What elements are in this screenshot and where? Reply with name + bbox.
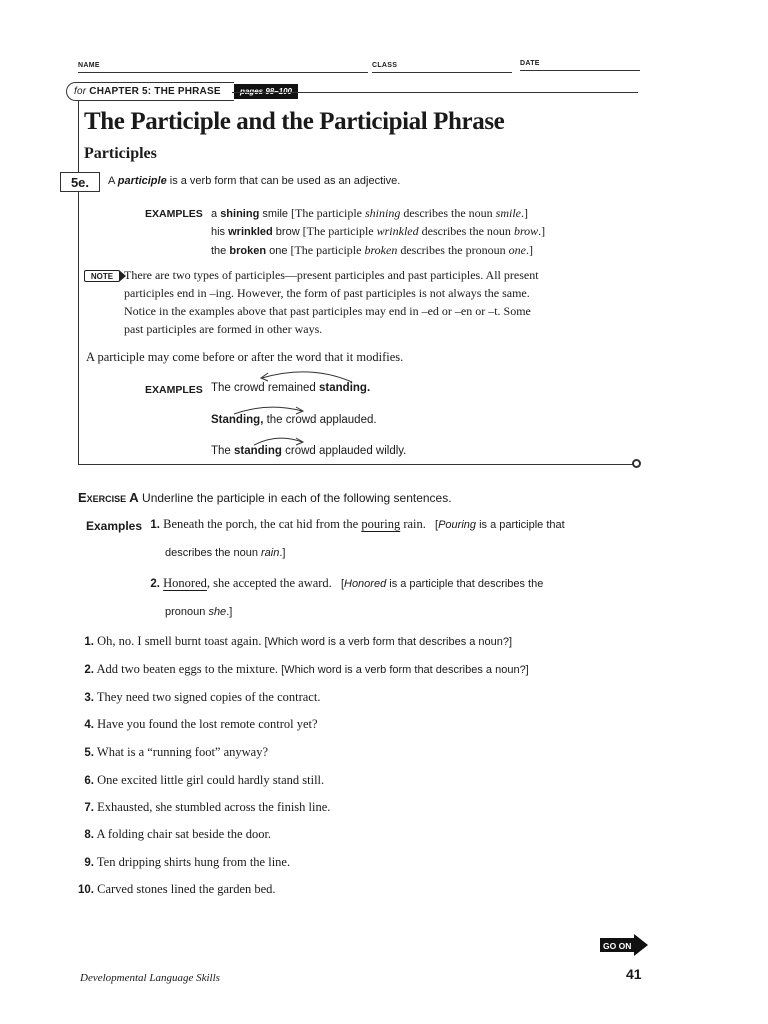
- exercise-item: 6. One excited little girl could hardly stand still.: [84, 773, 325, 787]
- class-label: CLASS: [372, 62, 398, 69]
- example-line: the broken one [The participle broken describes the pronoun one.]: [211, 243, 533, 257]
- page-number: 41: [626, 966, 642, 982]
- chapter-title: CHAPTER 5: THE PHRASE: [89, 86, 221, 97]
- exercise-example-note: describes the noun rain.]: [165, 547, 286, 559]
- class-line: [372, 72, 512, 73]
- name-line: [78, 72, 368, 73]
- exercise-item: 8. A folding chair sat beside the door.: [84, 827, 272, 841]
- exercise-item: 10. Carved stones lined the garden bed.: [78, 882, 276, 896]
- page-title: The Participle and the Participial Phrase: [84, 108, 505, 135]
- footer-book-title: Developmental Language Skills: [80, 972, 220, 984]
- exercise-item: 9. Ten dripping shirts hung from the line.: [84, 855, 291, 869]
- example2-line: The standing crowd applauded wildly.: [211, 445, 407, 457]
- example2-line: Standing, the crowd applauded.: [211, 414, 377, 426]
- exercise-example: 2. Honored, she accepted the award. [Honored is a participle that describes the: [150, 576, 544, 590]
- exercise-item: 3. They need two signed copies of the contract.: [84, 690, 321, 704]
- note-line: There are two types of participles—present participles and past participles. All present: [124, 268, 539, 282]
- exercise-item: 2. Add two beaten eggs to the mixture. [Which word is a verb form that describes a noun?]: [84, 662, 529, 676]
- frame-top-rule: [232, 92, 638, 93]
- go-on-label: GO ON: [603, 941, 632, 951]
- date-label: DATE: [520, 60, 540, 67]
- date-line: [520, 70, 640, 71]
- example-line: a shining smile [The participle shining describes the noun smile.]: [211, 206, 528, 220]
- rule-definition: A participle is a verb form that can be used as an adjective.: [108, 175, 401, 187]
- note-badge: NOTE: [84, 270, 120, 282]
- examples-label: EXAMPLES: [145, 208, 203, 220]
- example2-line: The crowd remained standing.: [211, 382, 371, 394]
- go-on-arrow-icon: [600, 934, 648, 956]
- exercise-item: 5. What is a “running foot” anyway?: [84, 745, 269, 759]
- exercise-item: 4. Have you found the lost remote control yet?: [84, 717, 318, 731]
- exercise-examples-label: Examples: [86, 519, 143, 533]
- exercise-heading: Exercise A Underline the participle in each of the following sentences.: [78, 490, 452, 505]
- note-line: participles end in –ing. However, the form of past participles is not always the same.: [124, 286, 530, 300]
- example-line: his wrinkled brow [The participle wrinkled describes the noun brow.]: [211, 224, 546, 238]
- note-line: past participles are formed in other ways.: [124, 322, 323, 336]
- exercise-item: 1. Oh, no. I smell burnt toast again. [Which word is a verb form that describes a noun?]: [84, 634, 513, 648]
- rule-number: 5e.: [60, 172, 100, 192]
- exercise-example: 1. Beneath the porch, the cat hid from the pouring rain. [Pouring is a participle that: [150, 517, 565, 531]
- frame-left-rule: [78, 101, 79, 465]
- frame-end-dot: [632, 459, 641, 468]
- curved-arrow-icon: [250, 364, 360, 384]
- chapter-tab: [66, 82, 234, 101]
- section-subtitle: Participles: [84, 145, 157, 162]
- exercise-item: 7. Exhausted, she stumbled across the finish line.: [84, 800, 331, 814]
- chapter-for: for: [74, 86, 87, 97]
- name-label: NAME: [78, 62, 100, 69]
- frame-bottom-rule: [78, 464, 634, 465]
- note-line: Notice in the examples above that past participles may end in –ed or –en or –t. Some: [124, 304, 531, 318]
- exercise-example-note: pronoun she.]: [165, 606, 233, 618]
- modifier-paragraph: A participle may come before or after the word that it modifies.: [86, 350, 404, 364]
- examples-label-2: EXAMPLES: [145, 384, 203, 396]
